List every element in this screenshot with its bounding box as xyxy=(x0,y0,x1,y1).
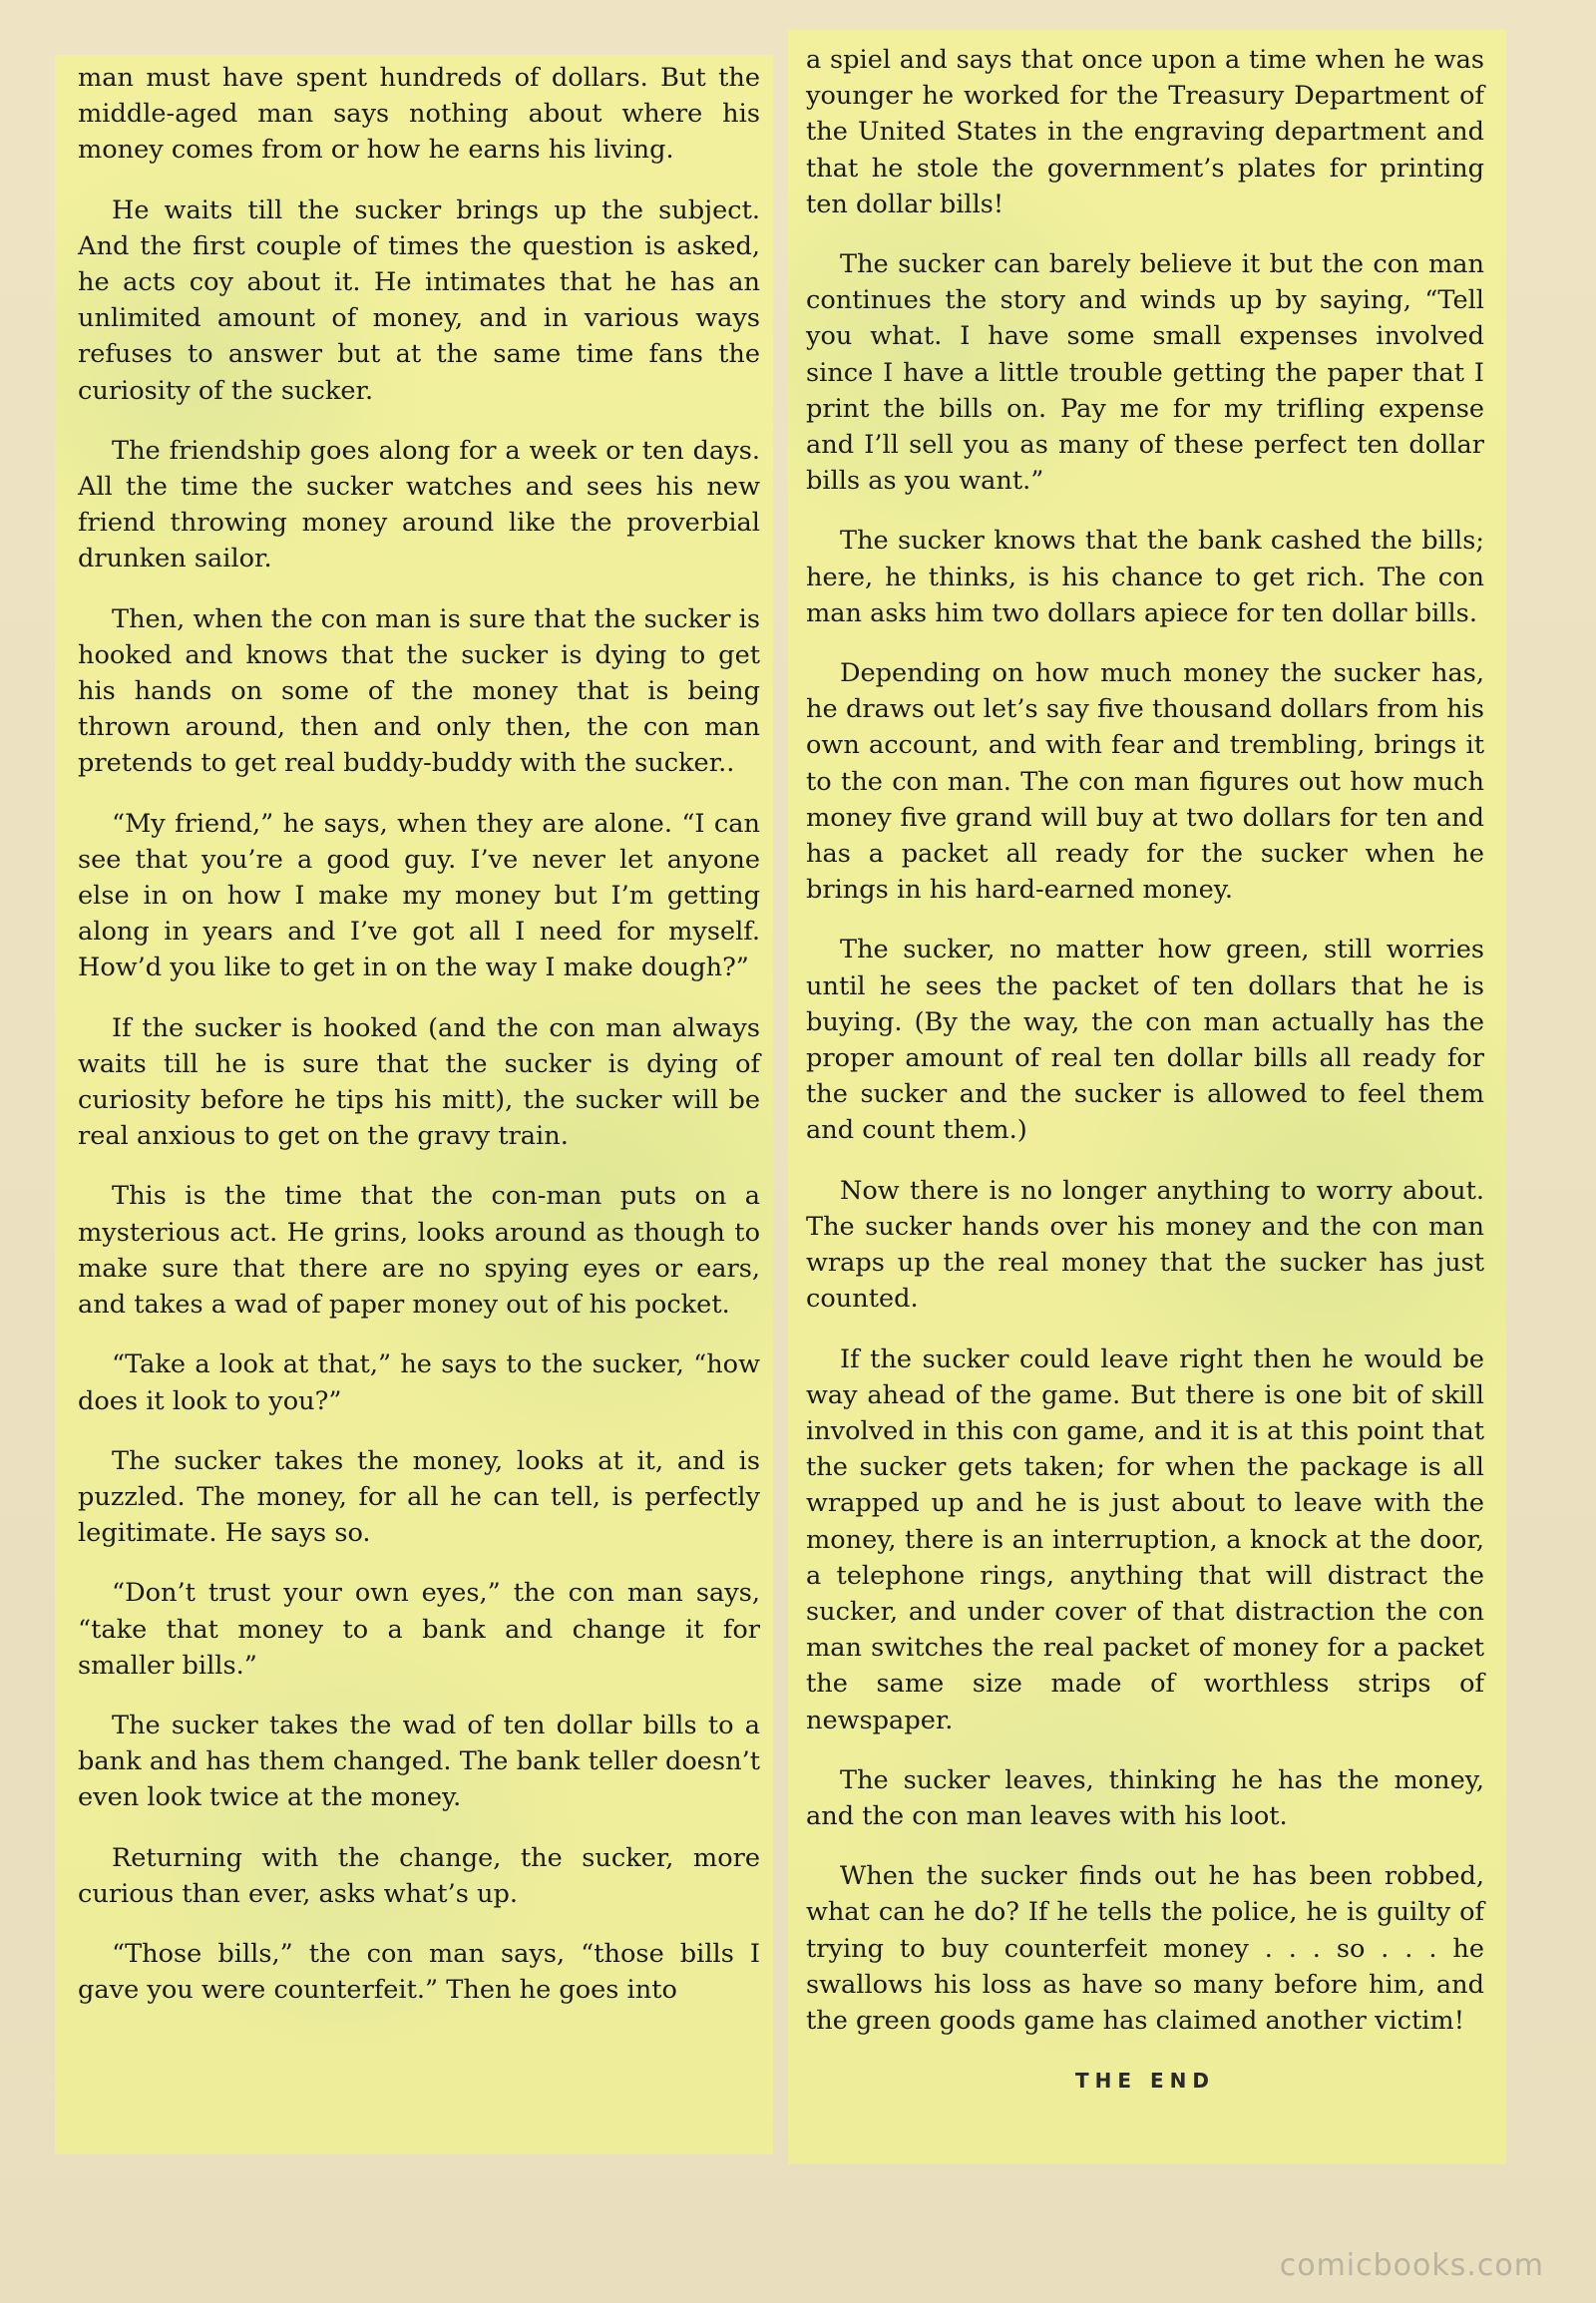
paragraph: The sucker takes the money, looks at it, and is puzzled. The money, for all he can tell, is perfectly legitimate. He says so. xyxy=(78,1445,760,1549)
paragraph: “Don’t trust your own eyes,” the con man says, “take that money to a bank and change it for smaller bills.” xyxy=(78,1578,760,1681)
paragraph: The sucker, no matter how green, still worries until he sees the packet of ten dollars that he is buying. (By the way, the con man actually has the proper amount of real ten dollar bills all ready for the sucker and the sucker is allowed to feel them and count them.) xyxy=(806,935,1484,1146)
paragraph: a spiel and says that once upon a time when he was younger he worked for the Treasury Department of the United States in the engraving department and that he stole the government’s plates for printing ten dollar bills! xyxy=(806,45,1484,219)
paragraph: Returning with the change, the sucker, more curious than ever, asks what’s up. xyxy=(78,1842,760,1909)
paragraph: Depending on how much money the sucker has, he draws out let’s say five thousand dollars from his own account, and with fear and trembling, brings it to the con man. The con man figures out how much money five grand will buy at two dollars for ten and has a packet all ready for the sucker when he brings in his hard-earned money. xyxy=(806,658,1484,906)
paragraph: This is the time that the con-man puts on a mysterious act. He grins, looks around as though to make sure that there are no spying eyes or ears, and takes a wad of paper money out of his pocket. xyxy=(78,1181,760,1321)
paragraph: “Take a look at that,” he says to the sucker, “how does it look to you?” xyxy=(78,1349,760,1416)
the-end-label: THE END xyxy=(1074,2069,1215,2094)
paragraph: “Those bills,” the con man says, “those bills I gave you were counterfeit.” Then he goes into xyxy=(78,1938,760,2006)
paragraph: The sucker can barely believe it but the con man continues the story and winds up by saying, “Tell you what. I have some small expenses involved since I have a little trouble getting the paper that I print the bills on. Pay me for my trifling expense and I’ll sell you as many of these perfect ten dollar bills as you want.” xyxy=(806,249,1484,497)
paragraph: If the sucker could leave right then he would be way ahead of the game. But there is one bit of skill involved in this con game, and it is at this point that the sucker gets taken; for when the package is all wrapped up and he is just about to leave with the money, there is an interruption, a knock at the door, a telephone rings, anything that will distract the sucker, and under cover of that distraction the con man switches the real packet of money for a packet the same size made of worthless strips of newspaper. xyxy=(806,1343,1484,1735)
paragraph: He waits till the sucker brings up the subject. And the first couple of times the question is asked, he acts coy about it. He intimates that he has an unlimited amount of money, and in various ways refuses to answer but at the same time fans the curiosity of the sucker. xyxy=(78,194,760,406)
paragraph: The friendship goes along for a week or ten days. All the time the sucker watches and sees his new friend throwing money around like the proverbial drunken sailor. xyxy=(78,435,760,575)
paragraph: “My friend,” he says, when they are alone. “I can see that you’re a good guy. I’ve never let anyone else in on how I make my money but I’m getting along in years and I’ve got all I need for myself. How’d you like to get in on the way I make dough?” xyxy=(78,808,760,983)
paragraph: If the sucker is hooked (and the con man always waits till he is sure that the sucker is dying of curiosity before he tips his mitt), the sucker will be real anxious to get on the gravy train. xyxy=(78,1012,760,1152)
left-text-column xyxy=(78,60,760,2032)
paragraph: The sucker leaves, thinking he has the money, and the con man leaves with his loot. xyxy=(806,1764,1484,1831)
paragraph: Now there is no longer anything to worry about. The sucker hands over his money and the con man wraps up the real money that the sucker has just counted. xyxy=(806,1175,1484,1315)
right-text-column xyxy=(806,42,1484,2099)
paragraph: Then, when the con man is sure that the sucker is hooked and knows that the sucker is dying to get his hands on some of the money that is being thrown around, then and only then, the con man pretends to get real buddy-buddy with the sucker.. xyxy=(78,603,760,779)
paragraph: The sucker takes the wad of ten dollar bills to a bank and has them changed. The bank teller doesn’t even look twice at the money. xyxy=(78,1710,760,1813)
paragraph: man must have spent hundreds of dollars. But the middle-aged man says nothing about where his money comes from or how he earns his living. xyxy=(78,63,760,166)
paragraph: The sucker knows that the bank cashed the bills; here, he thinks, is his chance to get rich. The con man asks him two dollars apiece for ten dollar bills. xyxy=(806,526,1484,628)
site-watermark: comicbooks.com xyxy=(1279,2248,1544,2283)
paragraph: When the sucker finds out he has been robbed, what can he do? If he tells the police, he is guilty of trying to buy counterfeit money . . . so . . . he swallows his loss as have so many before him, and the green goods game has claimed another victim! xyxy=(806,1861,1484,2036)
